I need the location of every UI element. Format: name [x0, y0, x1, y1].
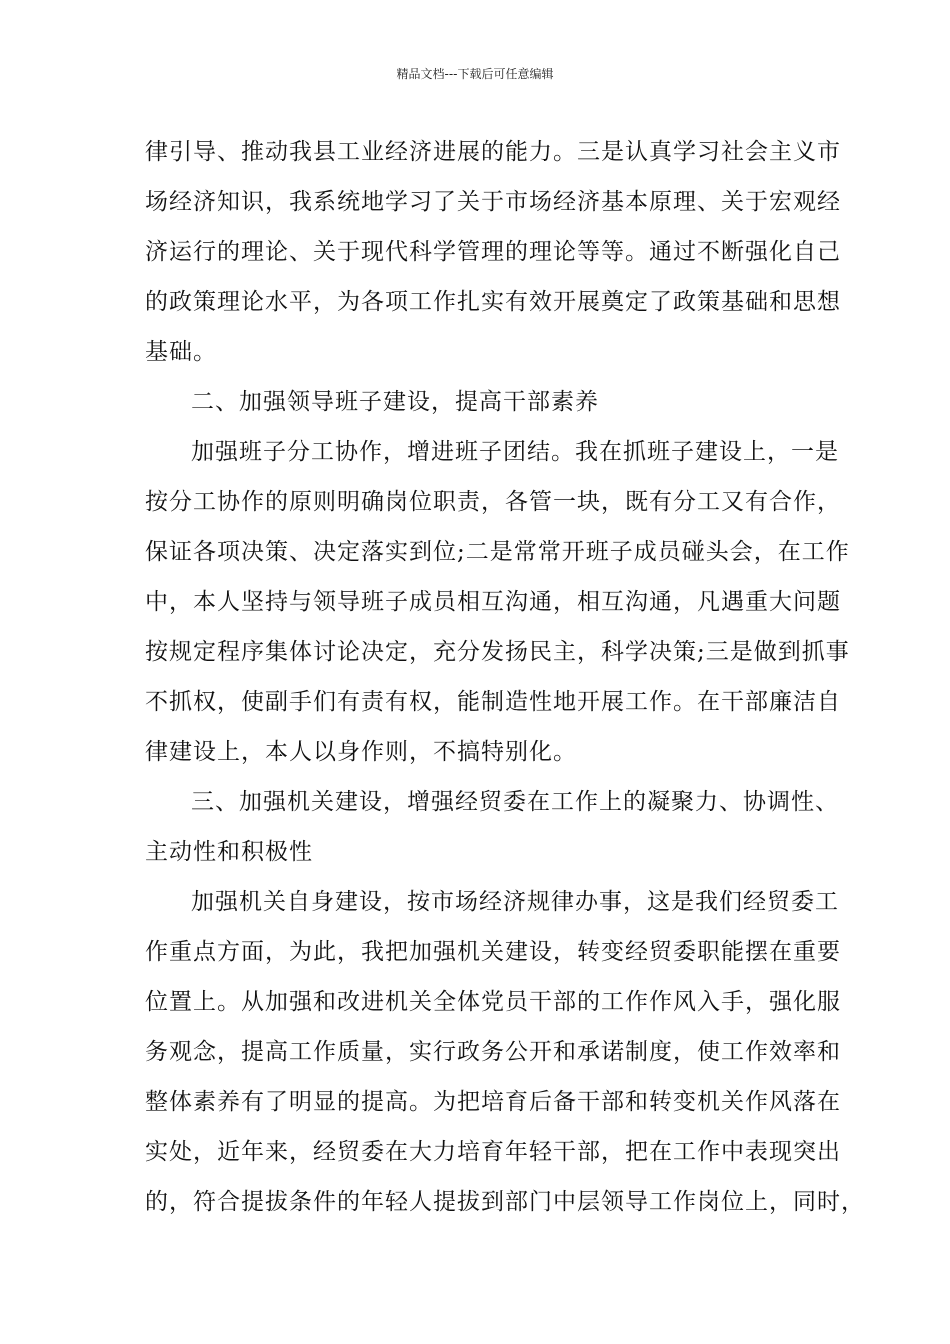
body-line: 保证各项决策、决定落实到位;二是常常开班子成员碰头会，在工作 — [145, 539, 850, 565]
paragraph-start: 加强班子分工协作，增进班子团结。我在抓班子建设上，一是 — [191, 439, 839, 465]
body-line: 济运行的理论、关于现代科学管理的理论等等。通过不断强化自己 — [145, 239, 841, 265]
body-line: 不抓权，使副手们有责有权，能制造性地开展工作。在干部廉洁自 — [145, 689, 841, 715]
body-line: 按分工协作的原则明确岗位职责，各管一块，既有分工又有合作， — [145, 489, 841, 515]
body-line: 实处，近年来，经贸委在大力培育年轻干部，把在工作中表现突出 — [145, 1139, 841, 1165]
body-line: 基础。 — [145, 339, 217, 365]
body-line: 的政策理论水平，为各项工作扎实有效开展奠定了政策基础和思想 — [145, 289, 841, 315]
body-line: 场经济知识，我系统地学习了关于市场经济基本原理、关于宏观经 — [145, 189, 841, 215]
body-line: 作重点方面，为此，我把加强机关建设，转变经贸委职能摆在重要 — [145, 939, 841, 965]
body-line: 整体素养有了明显的提高。为把培育后备干部和转变机关作风落在 — [145, 1089, 841, 1115]
section-heading-2: 二、加强领导班子建设，提高干部素养 — [191, 389, 599, 415]
document-body — [145, 127, 865, 1227]
body-line: 律引导、推动我县工业经济进展的能力。三是认真学习社会主义市 — [145, 139, 841, 165]
body-line: 律建设上，本人以身作则，不搞特别化。 — [145, 739, 577, 765]
body-line: 的，符合提拔条件的年轻人提拔到部门中层领导工作岗位上，同时， — [145, 1189, 865, 1215]
section-heading-3: 三、加强机关建设，增强经贸委在工作上的凝聚力、协调性、 — [191, 789, 839, 815]
page-header: 精品文档---下载后可任意编辑 — [396, 67, 554, 81]
body-line: 务观念，提高工作质量，实行政务公开和承诺制度，使工作效率和 — [145, 1039, 841, 1065]
section-heading-3-cont: 主动性和积极性 — [145, 839, 313, 865]
body-line: 按规定程序集体讨论决定，充分发扬民主，科学决策;三是做到抓事 — [145, 639, 850, 665]
body-line: 位置上。从加强和改进机关全体党员干部的工作作风入手，强化服 — [145, 989, 841, 1015]
body-line: 中，本人坚持与领导班子成员相互沟通，相互沟通，凡遇重大问题 — [145, 589, 841, 615]
paragraph-start: 加强机关自身建设，按市场经济规律办事，这是我们经贸委工 — [191, 889, 839, 915]
